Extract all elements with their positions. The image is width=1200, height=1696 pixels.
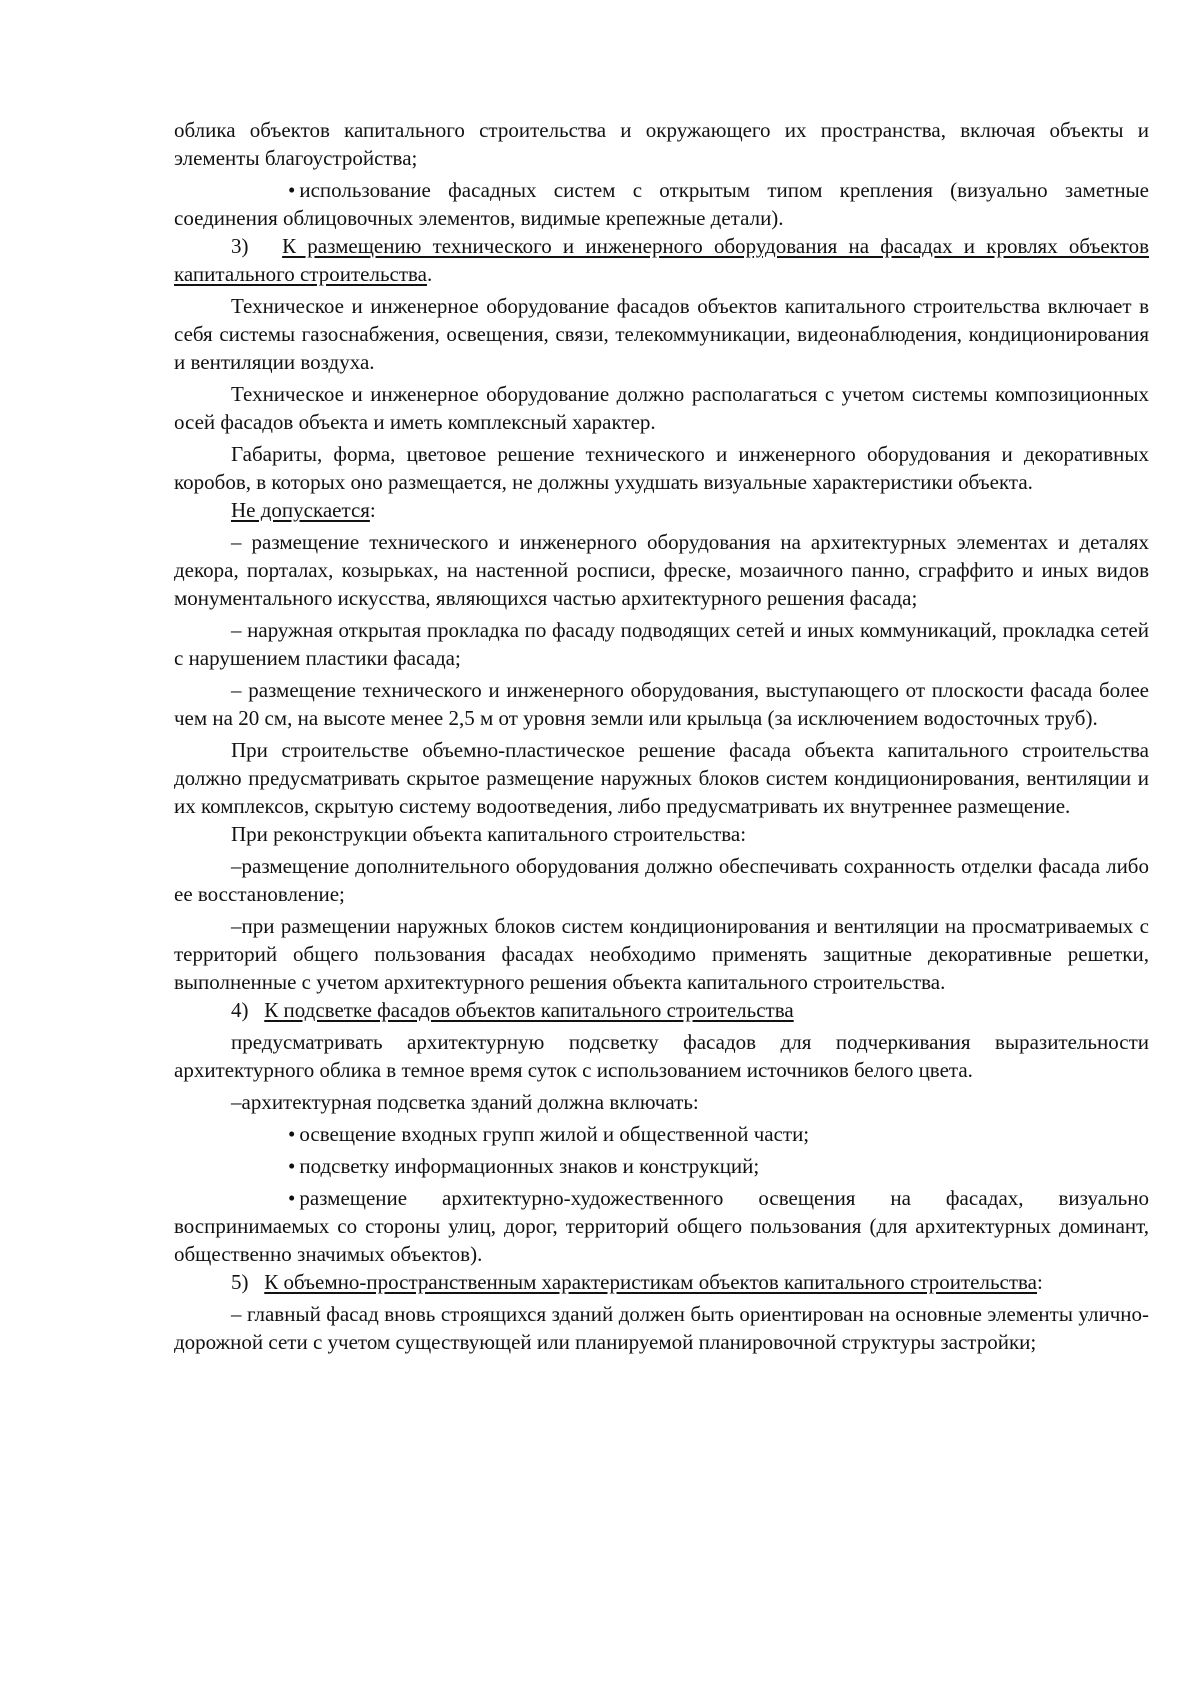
list-item-open-wiring: – наружная открытая прокладка по фасаду подводящих сетей и иных коммуникаций, прокладка сетей с нарушением пластики фасада; — [174, 618, 1149, 670]
section-3-heading — [174, 232, 1149, 288]
list-item-main-facade: – главный фасад вновь строящихся зданий должен быть ориентирован на основные элементы улично-дорожной сети с учетом существующей или планируемой планировочной структуры застройки; — [174, 1302, 1149, 1354]
bullet-text: использование фасадных систем с открытым типом крепления (визуально заметные соединения облицовочных элементов, видимые крепежные детали). — [174, 178, 1149, 230]
bullet-text: подсветку информационных знаков и конструкций; — [299, 1154, 760, 1178]
bullet-text: освещение входных групп жилой и общественной части; — [299, 1122, 810, 1146]
section-4-heading — [174, 996, 1149, 1024]
section-number: 5) — [231, 1270, 249, 1294]
paragraph-lighting: предусматривать архитектурную подсветку фасадов для подчеркивания выразительности архитектурного облика в темное время суток с использованием источников белого цвета. — [174, 1030, 1149, 1082]
section-number: 4) — [231, 998, 249, 1022]
list-item-protruding-equipment: – размещение технического и инженерного оборудования, выступающего от плоскости фасада более чем на 20 см, на высоте менее 2,5 м от уровня земли или крыльца (за исключением водосточных труб). — [174, 678, 1149, 730]
bullet-text: размещение архитектурно-художественного освещения на фасадах, визуально воспринимаемых со стороны улиц, дорог, территорий общего пользования (для архитектурных доминант, общественно значимых объектов). — [174, 1186, 1149, 1266]
not-allowed-title: Не допускается — [231, 498, 370, 522]
list-item-protective-grilles: –при размещении наружных блоков систем кондиционирования и вентиляции на просматриваемых с территорий общего пользования фасадах необходимо применять защитные декоративные решетки, выполненные с учетом архитектурного решения объекта капитального строительства. — [174, 914, 1149, 994]
paragraph-equipment-includes: Техническое и инженерное оборудование фасадов объектов капитального строительства включает в себя системы газоснабжения, освещения, связи, телекоммуникации, видеонаблюдения, кондиционирования и вентиляции воздуха. — [174, 294, 1149, 374]
section-title: К подсветке фасадов объектов капитального строительства — [264, 998, 794, 1022]
section-5-heading — [174, 1268, 1149, 1296]
paragraph-construction-hidden: При строительстве объемно-пластическое решение фасада объекта капитального строительства должно предусматривать скрытое размещение наружных блоков систем кондиционирования, вентиляции и их комплексов, скрытую систему водоотведения, либо предусматривать их внутреннее размещение. — [174, 738, 1149, 818]
paragraph-equipment-dimensions: Габариты, форма, цветовое решение технического и инженерного оборудования и декоративных коробов, в которых оно размещается, не должны ухудшать визуальные характеристики объекта. — [174, 442, 1149, 494]
document-page — [174, 116, 1149, 1356]
paragraph-equipment-axes: Техническое и инженерное оборудование должно располагаться с учетом системы композиционных осей фасадов объекта и иметь комплексный характер. — [174, 382, 1149, 434]
section-number: 3) — [231, 234, 249, 258]
section-title: К размещению технического и инженерного оборудования на фасадах и кровлях объектов капитального строительства — [174, 234, 1149, 286]
bullet-facade-systems — [174, 176, 1149, 232]
list-item-placement-decor: – размещение технического и инженерного оборудования на архитектурных элементах и деталях декора, порталах, козырьках, на настенной росписи, фреске, мозаичного панно, сграффито и иных видов монументального искусства, являющихся частью архитектурного решения фасада; — [174, 530, 1149, 610]
section-title: К объемно-пространственным характеристикам объектов капитального строительства — [264, 1270, 1038, 1294]
paragraph-reconstruction: При реконструкции объекта капитального строительства: — [231, 822, 747, 846]
paragraph-appearance-continuation: облика объектов капитального строительства и окружающего их пространства, включая объекты и элементы благоустройства; — [174, 118, 1149, 170]
not-allowed-colon: : — [369, 498, 376, 522]
list-item-additional-equipment: –размещение дополнительного оборудования должно обеспечивать сохранность отделки фасада либо ее восстановление; — [174, 854, 1149, 906]
section-title-end: : — [1037, 1270, 1043, 1294]
bullet-artistic-lighting — [174, 1184, 1149, 1268]
section-title-end: . — [426, 262, 433, 286]
paragraph-lighting-includes: –архитектурная подсветка зданий должна включать: — [231, 1090, 699, 1114]
bullet-entrance-lighting — [174, 1120, 1149, 1148]
bullet-signs-lighting — [174, 1152, 1149, 1180]
not-allowed-heading — [174, 496, 1149, 524]
